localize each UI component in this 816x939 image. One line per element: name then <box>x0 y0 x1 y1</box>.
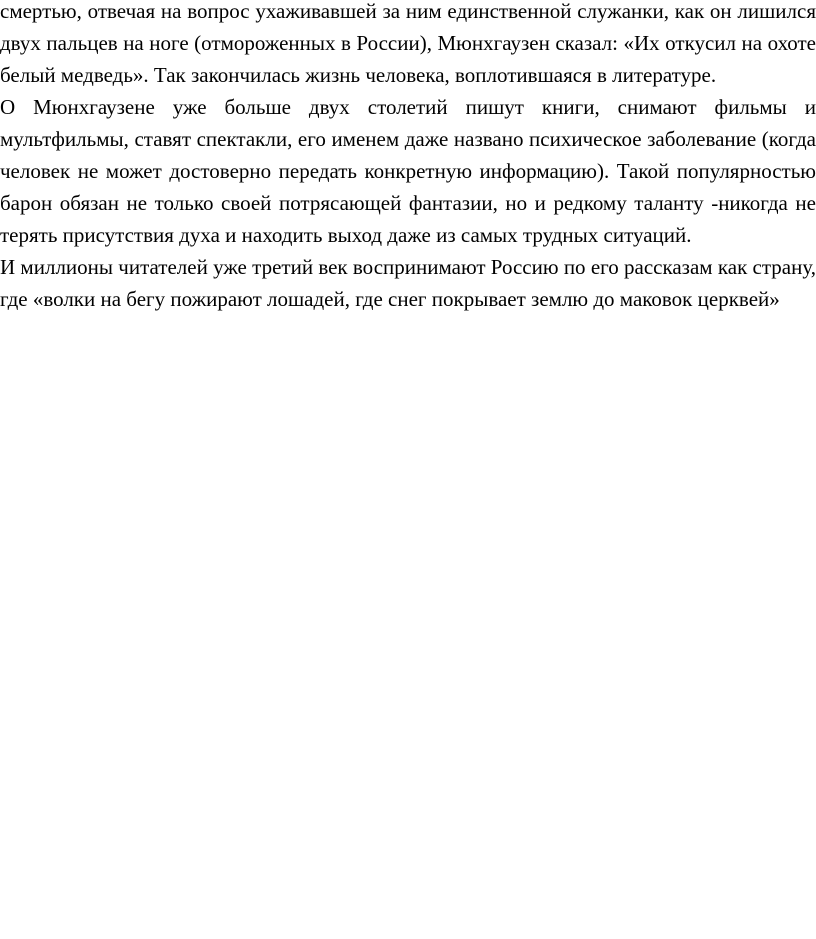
paragraph-munchausen-death: смертью, отвечая на вопрос ухаживавшей за ним единственной служанки, как он лишился двух пальцев на ноге (отмороженных в России), Мюнхгаузен сказал: «Их откусил на охоте белый медведь». Так закончилась жизнь человека, воплотившаяся в литературе. <box>0 0 816 87</box>
paragraph-russia-perception: И миллионы читателей уже третий век воспринимают Россию по его рассказам как страну, где «волки на бегу пожирают лошадей, где снег покрывает землю до маковок церквей» <box>0 255 816 311</box>
document-page <box>0 0 816 315</box>
paragraph-munchausen-popularity: О Мюнхгаузене уже больше двух столетий пишут книги, снимают фильмы и мультфильмы, ставят спектакли, его именем даже названо психическое заболевание (когда человек не может достоверно передать конкретную информацию). Такой популярностью барон обязан не только своей потрясающей фантазии, но и редкому таланту -никогда не терять присутствия духа и находить выход даже из самых трудных ситуаций. <box>0 95 816 247</box>
